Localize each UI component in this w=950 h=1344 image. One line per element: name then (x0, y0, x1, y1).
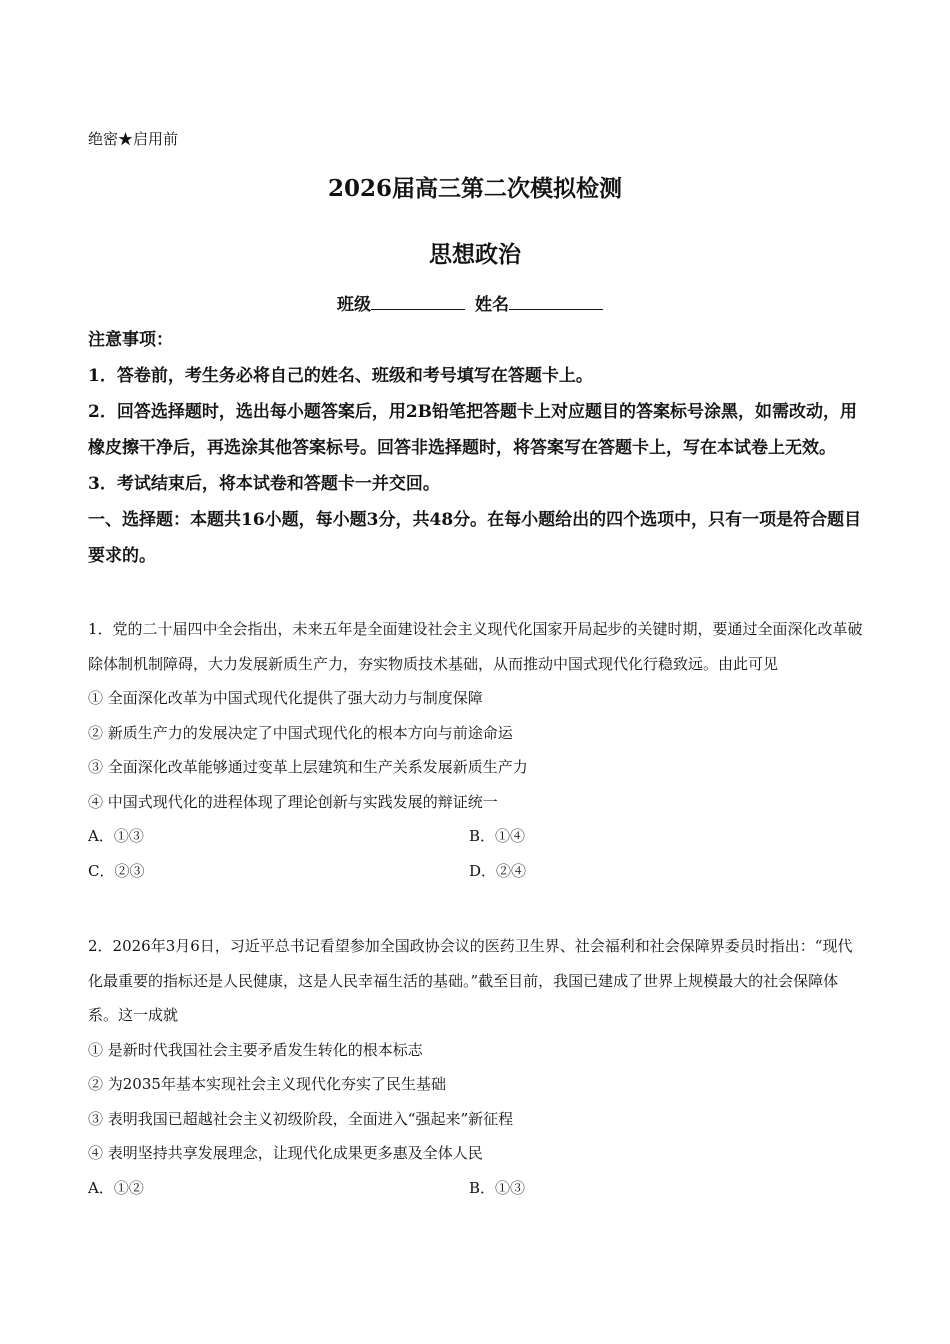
statement: ① 全面深化改革为中国式现代化提供了强大动力与制度保障 (88, 689, 483, 707)
class-label: 班级 (337, 295, 371, 315)
section-heading: 一、选择题：本题共16小题，每小题3分，共48分。在每小题给出的四个选项中，只有一项是符合题目要求的。 (88, 510, 862, 566)
notice-item: 2．回答选择题时，选出每小题答案后，用2B铅笔把答题卡上对应题目的答案标号涂黑，如需改动，用橡皮擦干净后，再选涂其他答案标号。回答非选择题时，将答案写在答题卡上，写在本试卷上无效。 (88, 402, 858, 458)
statement: ② 为2035年基本实现社会主义现代化夯实了民生基础 (88, 1075, 446, 1093)
option-row (88, 1171, 863, 1206)
subject-title: 思想政治 (429, 241, 521, 268)
option-d: D．②④ (469, 861, 527, 880)
question-1 (88, 612, 863, 888)
name-blank (509, 295, 603, 310)
notice-item: 1．答卷前，考生务必将自己的姓名、班级和考号填写在答题卡上。 (88, 366, 593, 386)
statement: ② 新质生产力的发展决定了中国式现代化的根本方向与前途命运 (88, 723, 513, 742)
option-c: C．②③ (88, 861, 145, 880)
student-info-line (0, 290, 950, 315)
option-row (88, 854, 863, 889)
option-b: B．①④ (469, 827, 526, 845)
question-2 (88, 929, 863, 1205)
exam-title: 2026届高三第二次模拟检测 (327, 175, 622, 202)
option-b: B．①③ (469, 1178, 526, 1197)
statement: ① 是新时代我国社会主要矛盾发生转化的根本标志 (88, 1040, 423, 1059)
notice-block (88, 322, 863, 574)
confidential-mark: 绝密★启用前 (88, 130, 179, 148)
statement: ③ 全面深化改革能够通过变革上层建筑和生产关系发展新质生产力 (88, 758, 528, 776)
option-a: A．①② (88, 1178, 144, 1197)
statement: ③ 表明我国已超越社会主义初级阶段，全面进入“强起来”新征程 (88, 1109, 514, 1128)
question-stem: 1．党的二十届四中全会指出，未来五年是全面建设社会主义现代化国家开局起步的关键时期，要通过全面深化改革破除体制机制障碍，大力发展新质生产力，夯实物质技术基础，从而推动中国式现代化行稳致远。由此可见 (88, 620, 863, 673)
notice-heading: 注意事项： (88, 330, 173, 350)
option-row (88, 819, 863, 854)
notice-item: 3．考试结束后，将本试卷和答题卡一并交回。 (88, 474, 440, 494)
statement: ④ 中国式现代化的进程体现了理论创新与实践发展的辩证统一 (88, 792, 498, 811)
question-stem: 2．2026年3月6日，习近平总书记看望参加全国政协会议的医药卫生界、社会福利和社会保障界委员时指出：“现代化最重要的指标还是人民健康，这是人民幸福生活的基础。”截至目前，我国已建成了世界上规模最大的社会保障体系。这一成就 (88, 937, 853, 1024)
statement: ④ 表明坚持共享发展理念，让现代化成果更多惠及全体人民 (88, 1144, 483, 1162)
class-blank (371, 295, 465, 310)
option-a: A．①③ (88, 827, 144, 845)
name-label: 姓名 (475, 295, 509, 315)
